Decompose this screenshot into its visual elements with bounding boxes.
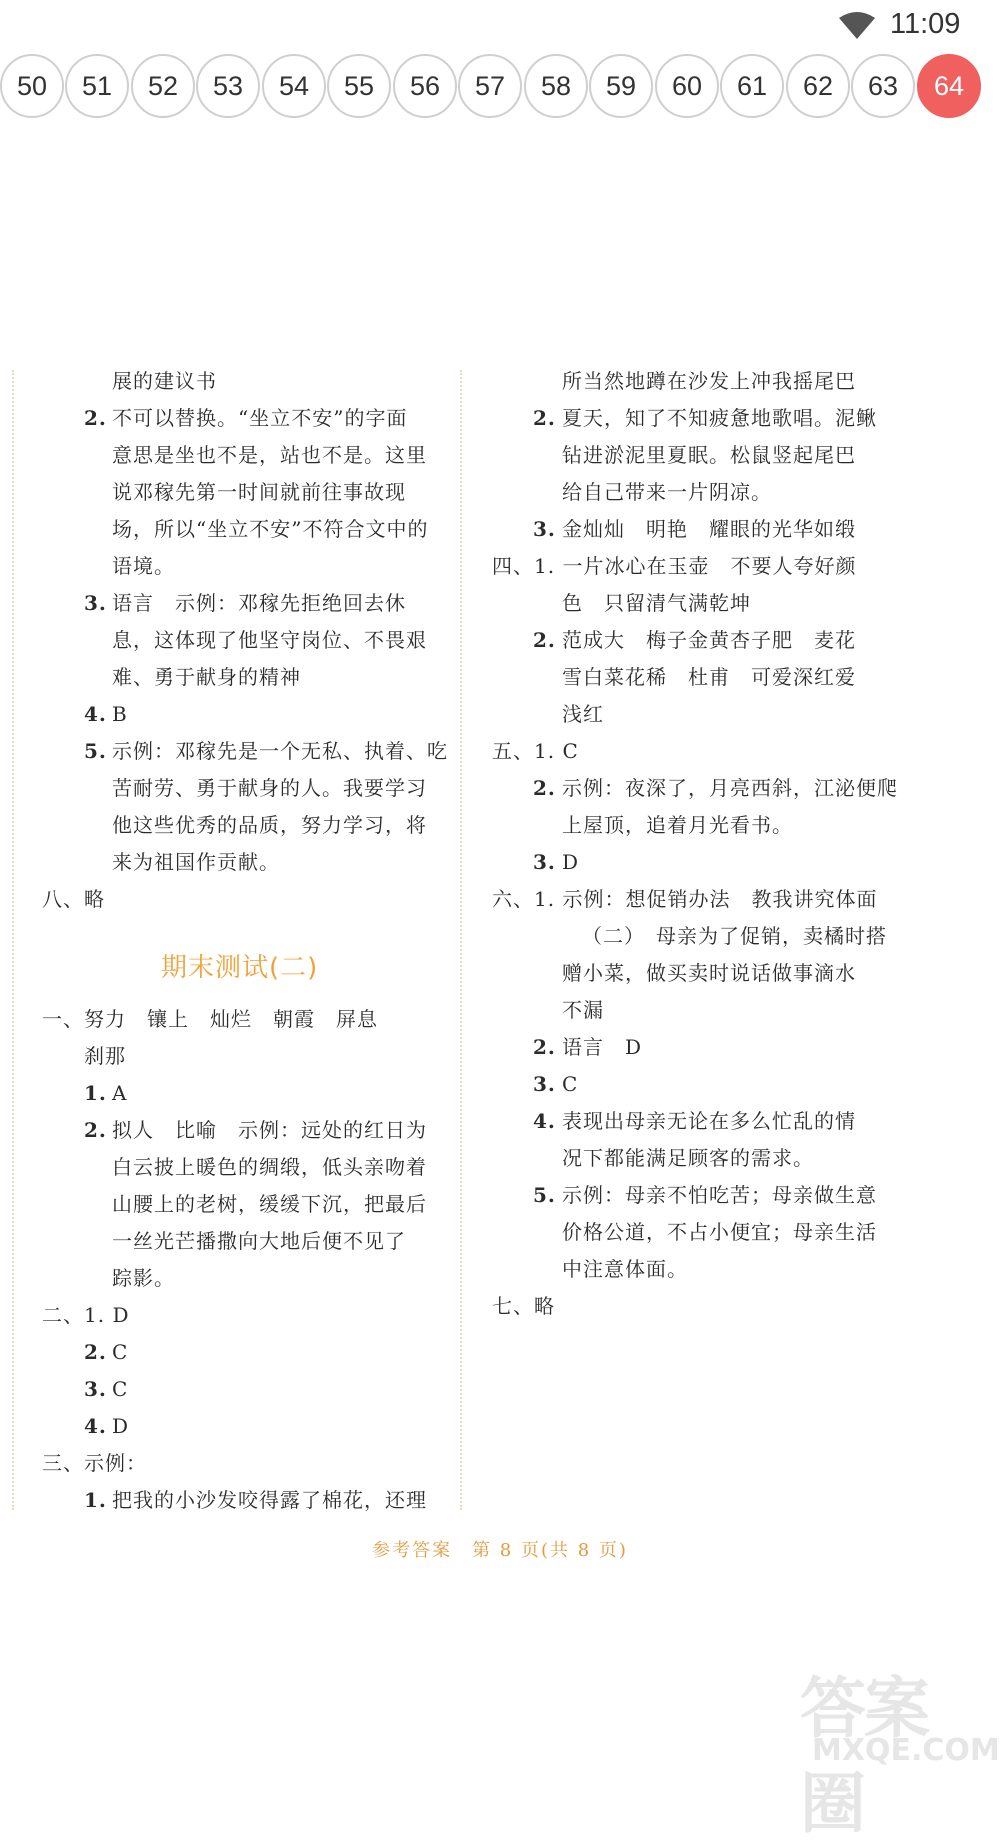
status-time: 11:09 <box>890 8 961 40</box>
item-number: 4. <box>533 1109 556 1133</box>
item-number: 2. <box>84 406 107 430</box>
answer-line: 白云披上暖色的绸缎，低头亲吻着 <box>112 1155 427 1179</box>
page-button-60[interactable]: 60 <box>655 54 719 118</box>
answer-line: 难、勇于献身的精神 <box>112 665 301 689</box>
answer-line: 二、1. D <box>42 1303 130 1327</box>
answer-line: 示例：母亲不怕吃苦；母亲做生意 <box>562 1183 877 1207</box>
watermark-text: 答案圈 <box>800 1670 928 1842</box>
page-button-50[interactable]: 50 <box>0 54 64 118</box>
answer-line: C <box>562 1072 579 1096</box>
page-button-54[interactable]: 54 <box>262 54 326 118</box>
page-button-52[interactable]: 52 <box>131 54 195 118</box>
section-answer: 八、略 <box>42 887 105 911</box>
item-number: 2. <box>84 1340 107 1364</box>
answer-line: 中注意体面。 <box>562 1257 688 1281</box>
answer-line: 一丝光芒播撒向大地后便不见了 <box>112 1229 406 1253</box>
answer-line: 拟人 比喻 示例：远处的红日为 <box>112 1118 427 1142</box>
answer-line: C <box>112 1340 129 1364</box>
item-number: 2. <box>533 628 556 652</box>
page-button-63[interactable]: 63 <box>851 54 915 118</box>
answer-line: 他这些优秀的品质，努力学习，将 <box>112 813 427 837</box>
answer-line: B <box>112 702 128 726</box>
answer-line: 语境。 <box>112 554 175 578</box>
answer-line: 示例：夜深了，月亮西斜，江泌便爬 <box>562 776 898 800</box>
answer-line: 赠小菜，做买卖时说话做事滴水 <box>562 961 856 985</box>
page-button-55[interactable]: 55 <box>327 54 391 118</box>
answer-line: 语言 D <box>562 1035 643 1059</box>
item-number: 5. <box>533 1183 556 1207</box>
answer-line: 展的建议书 <box>112 369 217 393</box>
page-button-58[interactable]: 58 <box>524 54 588 118</box>
answer-line: 场，所以“坐立不安”不符合文中的 <box>112 517 429 541</box>
answer-line: D <box>112 1414 130 1438</box>
answer-line: 一、努力 镶上 灿烂 朝霞 屏息 <box>42 1007 378 1031</box>
answer-line: A <box>112 1081 128 1105</box>
watermark-url: MXQE.COM <box>812 1733 1000 1768</box>
answer-line: 说邓稼先第一时间就前往事故现 <box>112 480 406 504</box>
status-bar <box>0 0 1000 50</box>
answer-line: 雪白菜花稀 杜甫 可爱深红爱 <box>562 665 856 689</box>
page-button-64-active[interactable]: 64 <box>917 54 981 118</box>
answer-line: 所当然地蹲在沙发上冲我摇尾巴 <box>562 369 856 393</box>
answer-line: 况下都能满足顾客的需求。 <box>562 1146 814 1170</box>
answer-line: 给自己带来一片阴凉。 <box>562 480 772 504</box>
answer-line: 刹那 <box>84 1044 126 1068</box>
page-button-53[interactable]: 53 <box>196 54 260 118</box>
answer-line: 上屋顶，追着月光看书。 <box>562 813 793 837</box>
answer-line: 表现出母亲无论在多么忙乱的情 <box>562 1109 856 1133</box>
left-margin-divider <box>12 370 14 1510</box>
page-button-62[interactable]: 62 <box>786 54 850 118</box>
page-footer: 参考答案 第 8 页(共 8 页) <box>372 1540 628 1561</box>
column-divider <box>460 370 462 1510</box>
item-number: 3. <box>533 850 556 874</box>
item-number: 4. <box>84 702 107 726</box>
answer-line: 价格公道，不占小便宜；母亲生活 <box>562 1220 877 1244</box>
answer-line: 范成大 梅子金黄杏子肥 麦花 <box>562 628 856 652</box>
item-number: 3. <box>533 517 556 541</box>
answer-line: 来为祖国作贡献。 <box>112 850 280 874</box>
answer-line: 意思是坐也不是，站也不是。这里 <box>112 443 427 467</box>
answer-line: 山腰上的老树，缓缓下沉，把最后 <box>112 1192 427 1216</box>
answer-line: 色 只留清气满乾坤 <box>562 591 751 615</box>
item-number: 2. <box>84 1118 107 1142</box>
answer-line: D <box>562 850 580 874</box>
item-number: 3. <box>533 1072 556 1096</box>
answer-line: 息，这体现了他坚守岗位、不畏艰 <box>112 628 427 652</box>
item-number: 4. <box>84 1414 107 1438</box>
page-button-59[interactable]: 59 <box>589 54 653 118</box>
page-button-51[interactable]: 51 <box>65 54 129 118</box>
answer-line: 苦耐劳、勇于献身的人。我要学习 <box>112 776 427 800</box>
answer-line: C <box>112 1377 129 1401</box>
item-number: 2. <box>533 1035 556 1059</box>
item-number: 2. <box>533 406 556 430</box>
answer-line: 夏天，知了不知疲惫地歌唱。泥鳅 <box>562 406 877 430</box>
item-number: 1. <box>84 1488 107 1512</box>
answer-line: 金灿灿 明艳 耀眼的光华如缎 <box>562 517 856 541</box>
item-number: 5. <box>84 739 107 763</box>
answer-line: 六、1. 示例：想促销办法 教我讲究体面 <box>492 887 878 911</box>
answer-line: 语言 示例：邓稼先拒绝回去休 <box>112 591 406 615</box>
answer-line: 三、示例： <box>42 1451 147 1475</box>
answer-line: 四、1. 一片冰心在玉壶 不要人夸好颜 <box>492 554 857 578</box>
section-title: 期末测试(二) <box>161 953 319 983</box>
item-number: 1. <box>84 1081 107 1105</box>
answer-line: 浅红 <box>562 702 604 726</box>
watermark-logo <box>800 1655 1000 1842</box>
item-number: 3. <box>84 1377 107 1401</box>
answer-line: （二） 母亲为了促销，卖橘时搭 <box>582 924 887 948</box>
answer-line: 把我的小沙发咬得露了棉花，还理 <box>112 1488 427 1512</box>
page-button-61[interactable]: 61 <box>720 54 784 118</box>
answer-line: 五、1. C <box>492 739 579 763</box>
page-button-56[interactable]: 56 <box>393 54 457 118</box>
section-answer: 七、略 <box>492 1294 555 1318</box>
answer-line: 示例：邓稼先是一个无私、执着、吃 <box>112 739 448 763</box>
item-number: 3. <box>84 591 107 615</box>
wifi-icon <box>838 12 876 40</box>
answer-line: 踪影。 <box>112 1266 175 1290</box>
answer-line: 不可以替换。“坐立不安”的字面 <box>112 406 408 430</box>
answer-line: 钻进淤泥里夏眠。松鼠竖起尾巴 <box>562 443 856 467</box>
answer-line: 不漏 <box>562 998 604 1022</box>
item-number: 2. <box>533 776 556 800</box>
page-button-57[interactable]: 57 <box>458 54 522 118</box>
page-selector <box>0 54 1000 124</box>
